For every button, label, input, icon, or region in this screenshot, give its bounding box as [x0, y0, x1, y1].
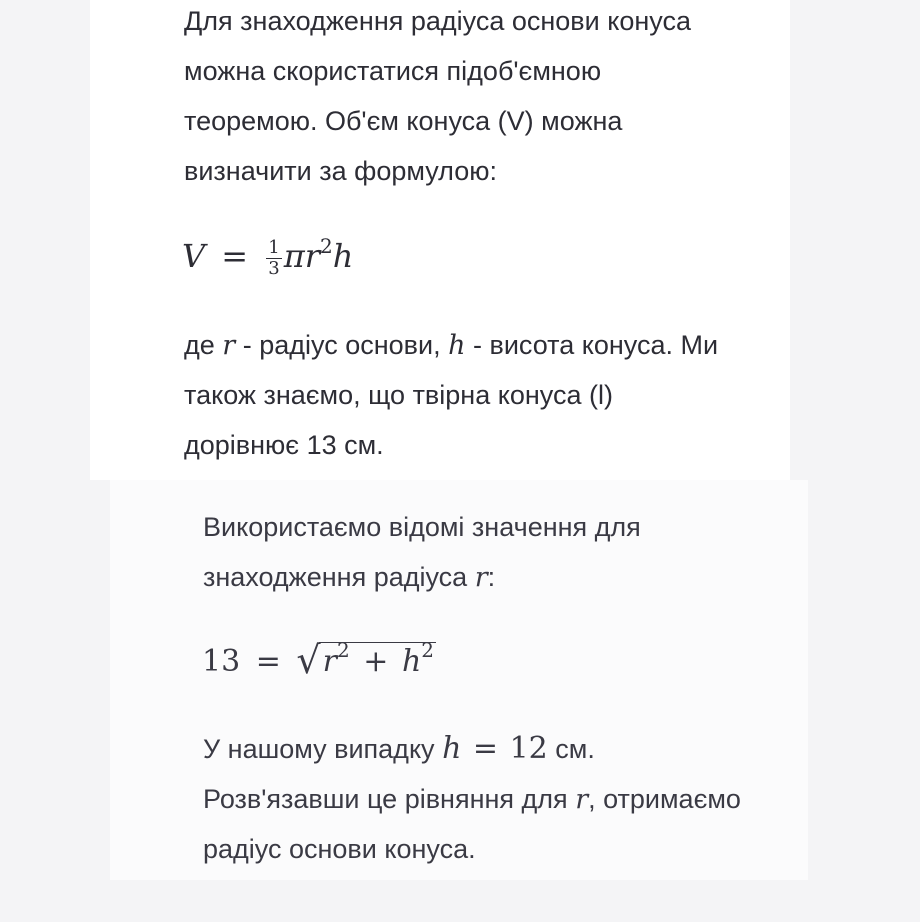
given-h-line — [203, 724, 595, 774]
known-values-prefix: знаходження радіуса — [203, 562, 468, 592]
formula-fraction — [266, 239, 281, 278]
solve-line-2: радіус основи конуса. — [203, 834, 476, 864]
slant-r: r — [322, 644, 337, 679]
formula-equals: = — [221, 237, 249, 275]
definition-line-1 — [184, 320, 718, 371]
intro-line-4: визначити за формулою: — [184, 156, 497, 186]
definition-line-2: також знаємо, що твірна конуса (l) — [184, 380, 613, 410]
given-h-prefix: У нашому випадку — [203, 734, 435, 764]
formula-exponent: 2 — [320, 234, 333, 258]
known-values-colon: : — [487, 562, 496, 592]
slant-equals: = — [255, 644, 281, 679]
solve-suffix: , отримаємо — [588, 784, 741, 814]
formula-v: V — [182, 237, 206, 275]
explanation-card-top — [90, 0, 790, 480]
solve-prefix: Розв'язавши це рівняння для — [203, 784, 568, 814]
solve-var-r: r — [575, 784, 589, 815]
slant-height-formula — [202, 640, 436, 682]
sqrt-contents — [319, 638, 436, 679]
definition-var-r: r — [222, 330, 236, 361]
formula-pi: π — [283, 237, 305, 275]
intro-line-3: теоремою. Об'єм конуса (V) можна — [184, 106, 623, 136]
solve-line-1 — [203, 774, 741, 825]
given-h-unit: см. — [555, 734, 595, 764]
intro-line-2: можна скористатися підоб'ємною — [184, 56, 602, 86]
fraction-denominator: 3 — [268, 258, 280, 279]
fraction-numerator: 1 — [268, 237, 280, 258]
slant-h: h — [401, 644, 422, 679]
definition-line-3: дорівнює 13 см. — [184, 430, 384, 460]
volume-formula — [182, 236, 353, 278]
definition-prefix: де — [184, 330, 215, 360]
given-h-value: 12 — [509, 731, 548, 766]
formula-h: h — [332, 237, 354, 275]
slant-lhs: 13 — [202, 644, 241, 679]
given-h-var: h — [442, 731, 462, 766]
slant-exp-h: 2 — [421, 638, 435, 662]
definition-var-h: h — [448, 330, 466, 361]
intro-line-1: Для знаходження радіуса основи конуса — [184, 6, 691, 36]
known-values-line-2 — [203, 552, 495, 603]
formula-r: r — [304, 237, 321, 275]
slant-exp-r: 2 — [336, 638, 350, 662]
slant-plus: + — [363, 644, 389, 679]
given-h-equals: = — [472, 731, 499, 766]
explanation-card-bottom — [110, 480, 808, 880]
definition-suffix: - висота конуса. Ми — [473, 330, 719, 360]
sqrt-icon: √ — [296, 638, 321, 682]
known-values-line-1: Використаємо відомі значення для — [203, 512, 641, 542]
known-values-var-r: r — [474, 562, 488, 593]
definition-middle: - радіус основи, — [242, 330, 441, 360]
